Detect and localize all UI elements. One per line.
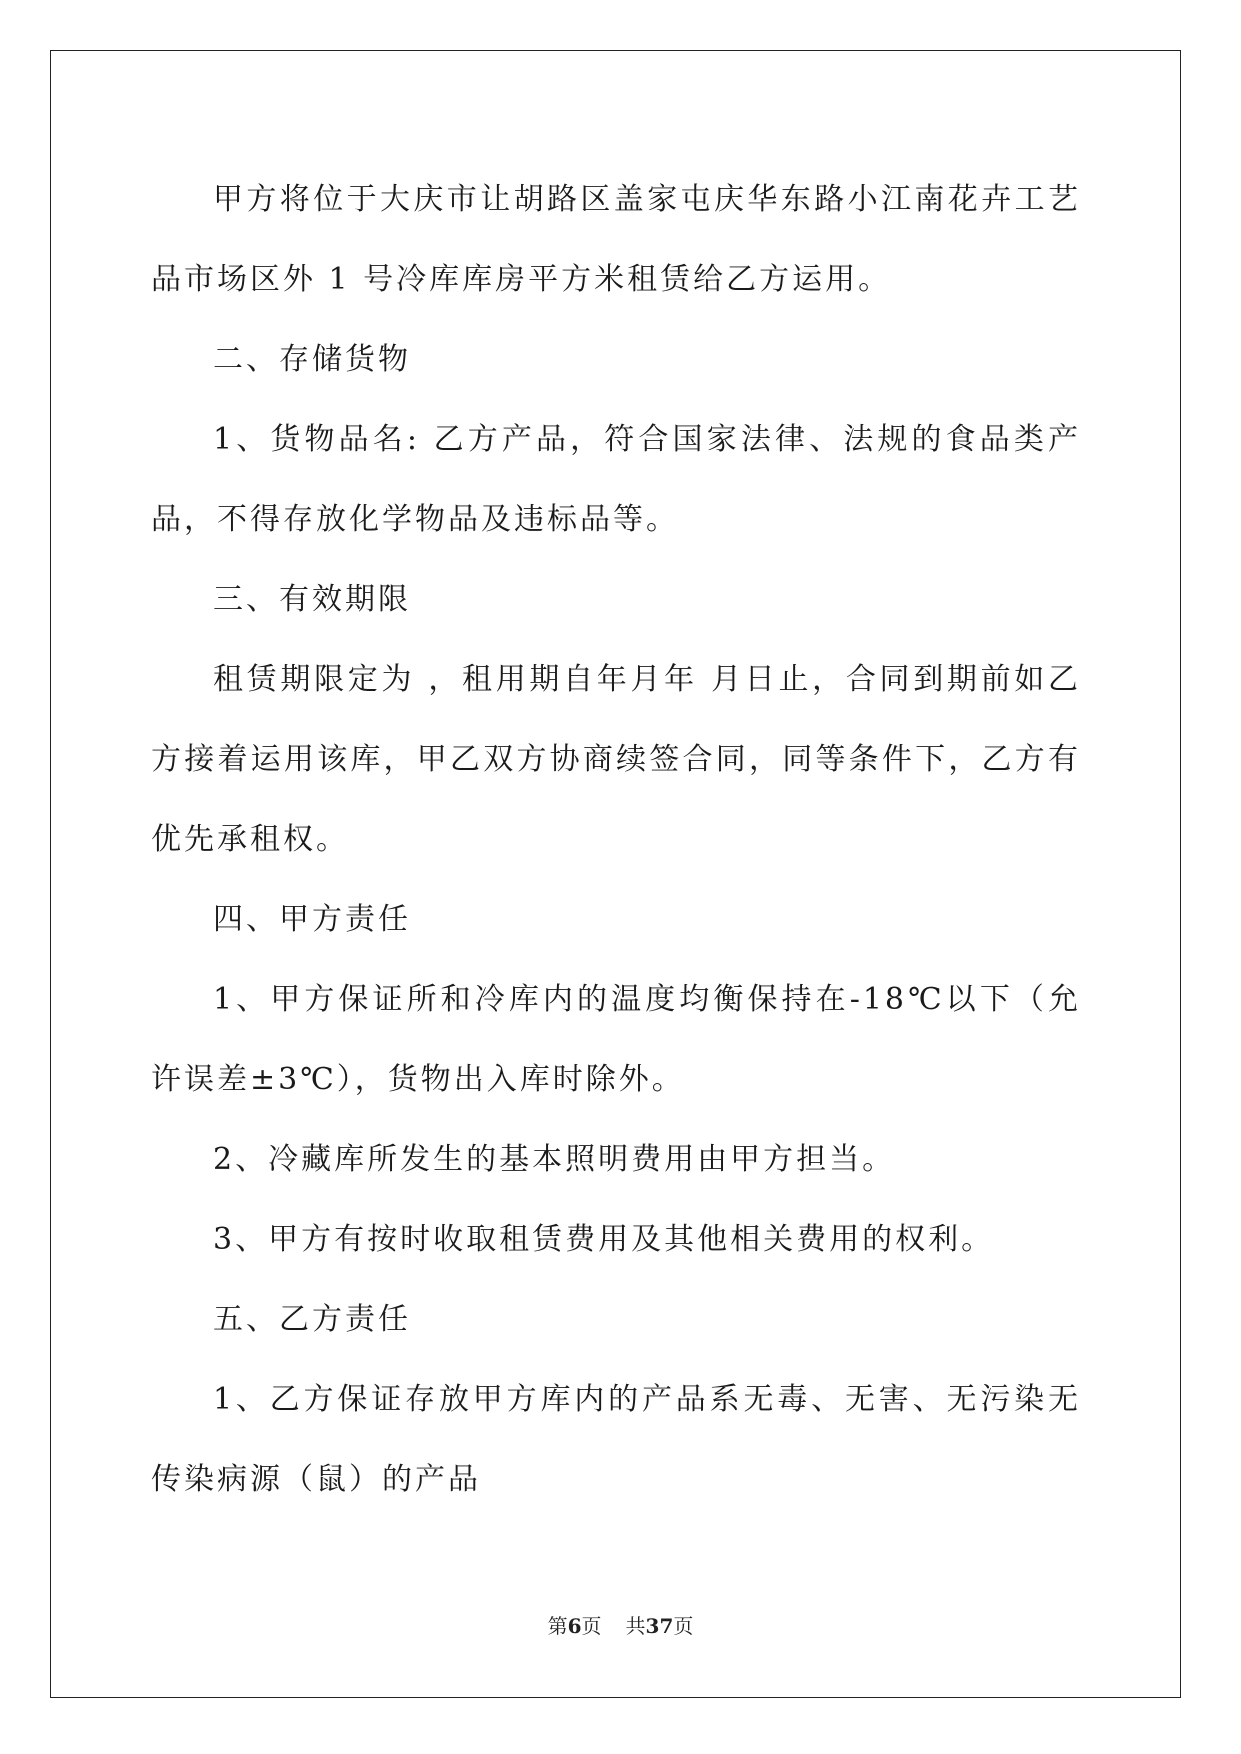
total-pages: 37 [645,1614,674,1638]
page-prefix: 第 [547,1614,568,1638]
page-suffix: 页 [581,1614,602,1638]
paragraph-goods-name: 1、货物品名: 乙方产品，符合国家法律、法规的食品类产品，不得存放化学物品及违标品等。 [151,422,1081,537]
heading-storage-goods: 二、存储货物 [213,342,411,377]
total-prefix: 共 [625,1614,646,1638]
heading-valid-period: 三、有效期限 [213,582,411,617]
paragraph-fee-collection: 3、甲方有按时收取租赁费用及其他相关费用的权利。 [213,1222,995,1257]
heading-party-b-duties: 五、乙方责任 [213,1302,411,1337]
page-number: 6 [567,1614,582,1638]
page-footer [0,1610,1241,1639]
paragraph-product-safety: 1、乙方保证存放甲方库内的产品系无毒、无害、无污染无传染病源（鼠）的产品 [151,1382,1081,1497]
total-suffix: 页 [673,1614,694,1638]
paragraph-lease-term: 租赁期限定为 ，租用期自年月年 月日止，合同到期前如乙方接着运用该库，甲乙双方协商续签合同，同等条件下，乙方有优先承租权。 [151,662,1081,857]
document-body [151,160,1081,1520]
paragraph-lighting-cost: 2、冷藏库所发生的基本照明费用由甲方担当。 [213,1142,896,1177]
heading-party-a-duties: 四、甲方责任 [213,902,411,937]
paragraph-lease-location: 甲方将位于大庆市让胡路区盖家屯庆华东路小江南花卉工艺品市场区外 1 号冷库库房平方米租赁给乙方运用。 [151,182,1081,297]
paragraph-temperature-guarantee: 1、甲方保证所和冷库内的温度均衡保持在-18℃以下（允许误差±3℃），货物出入库时除外。 [151,982,1081,1097]
